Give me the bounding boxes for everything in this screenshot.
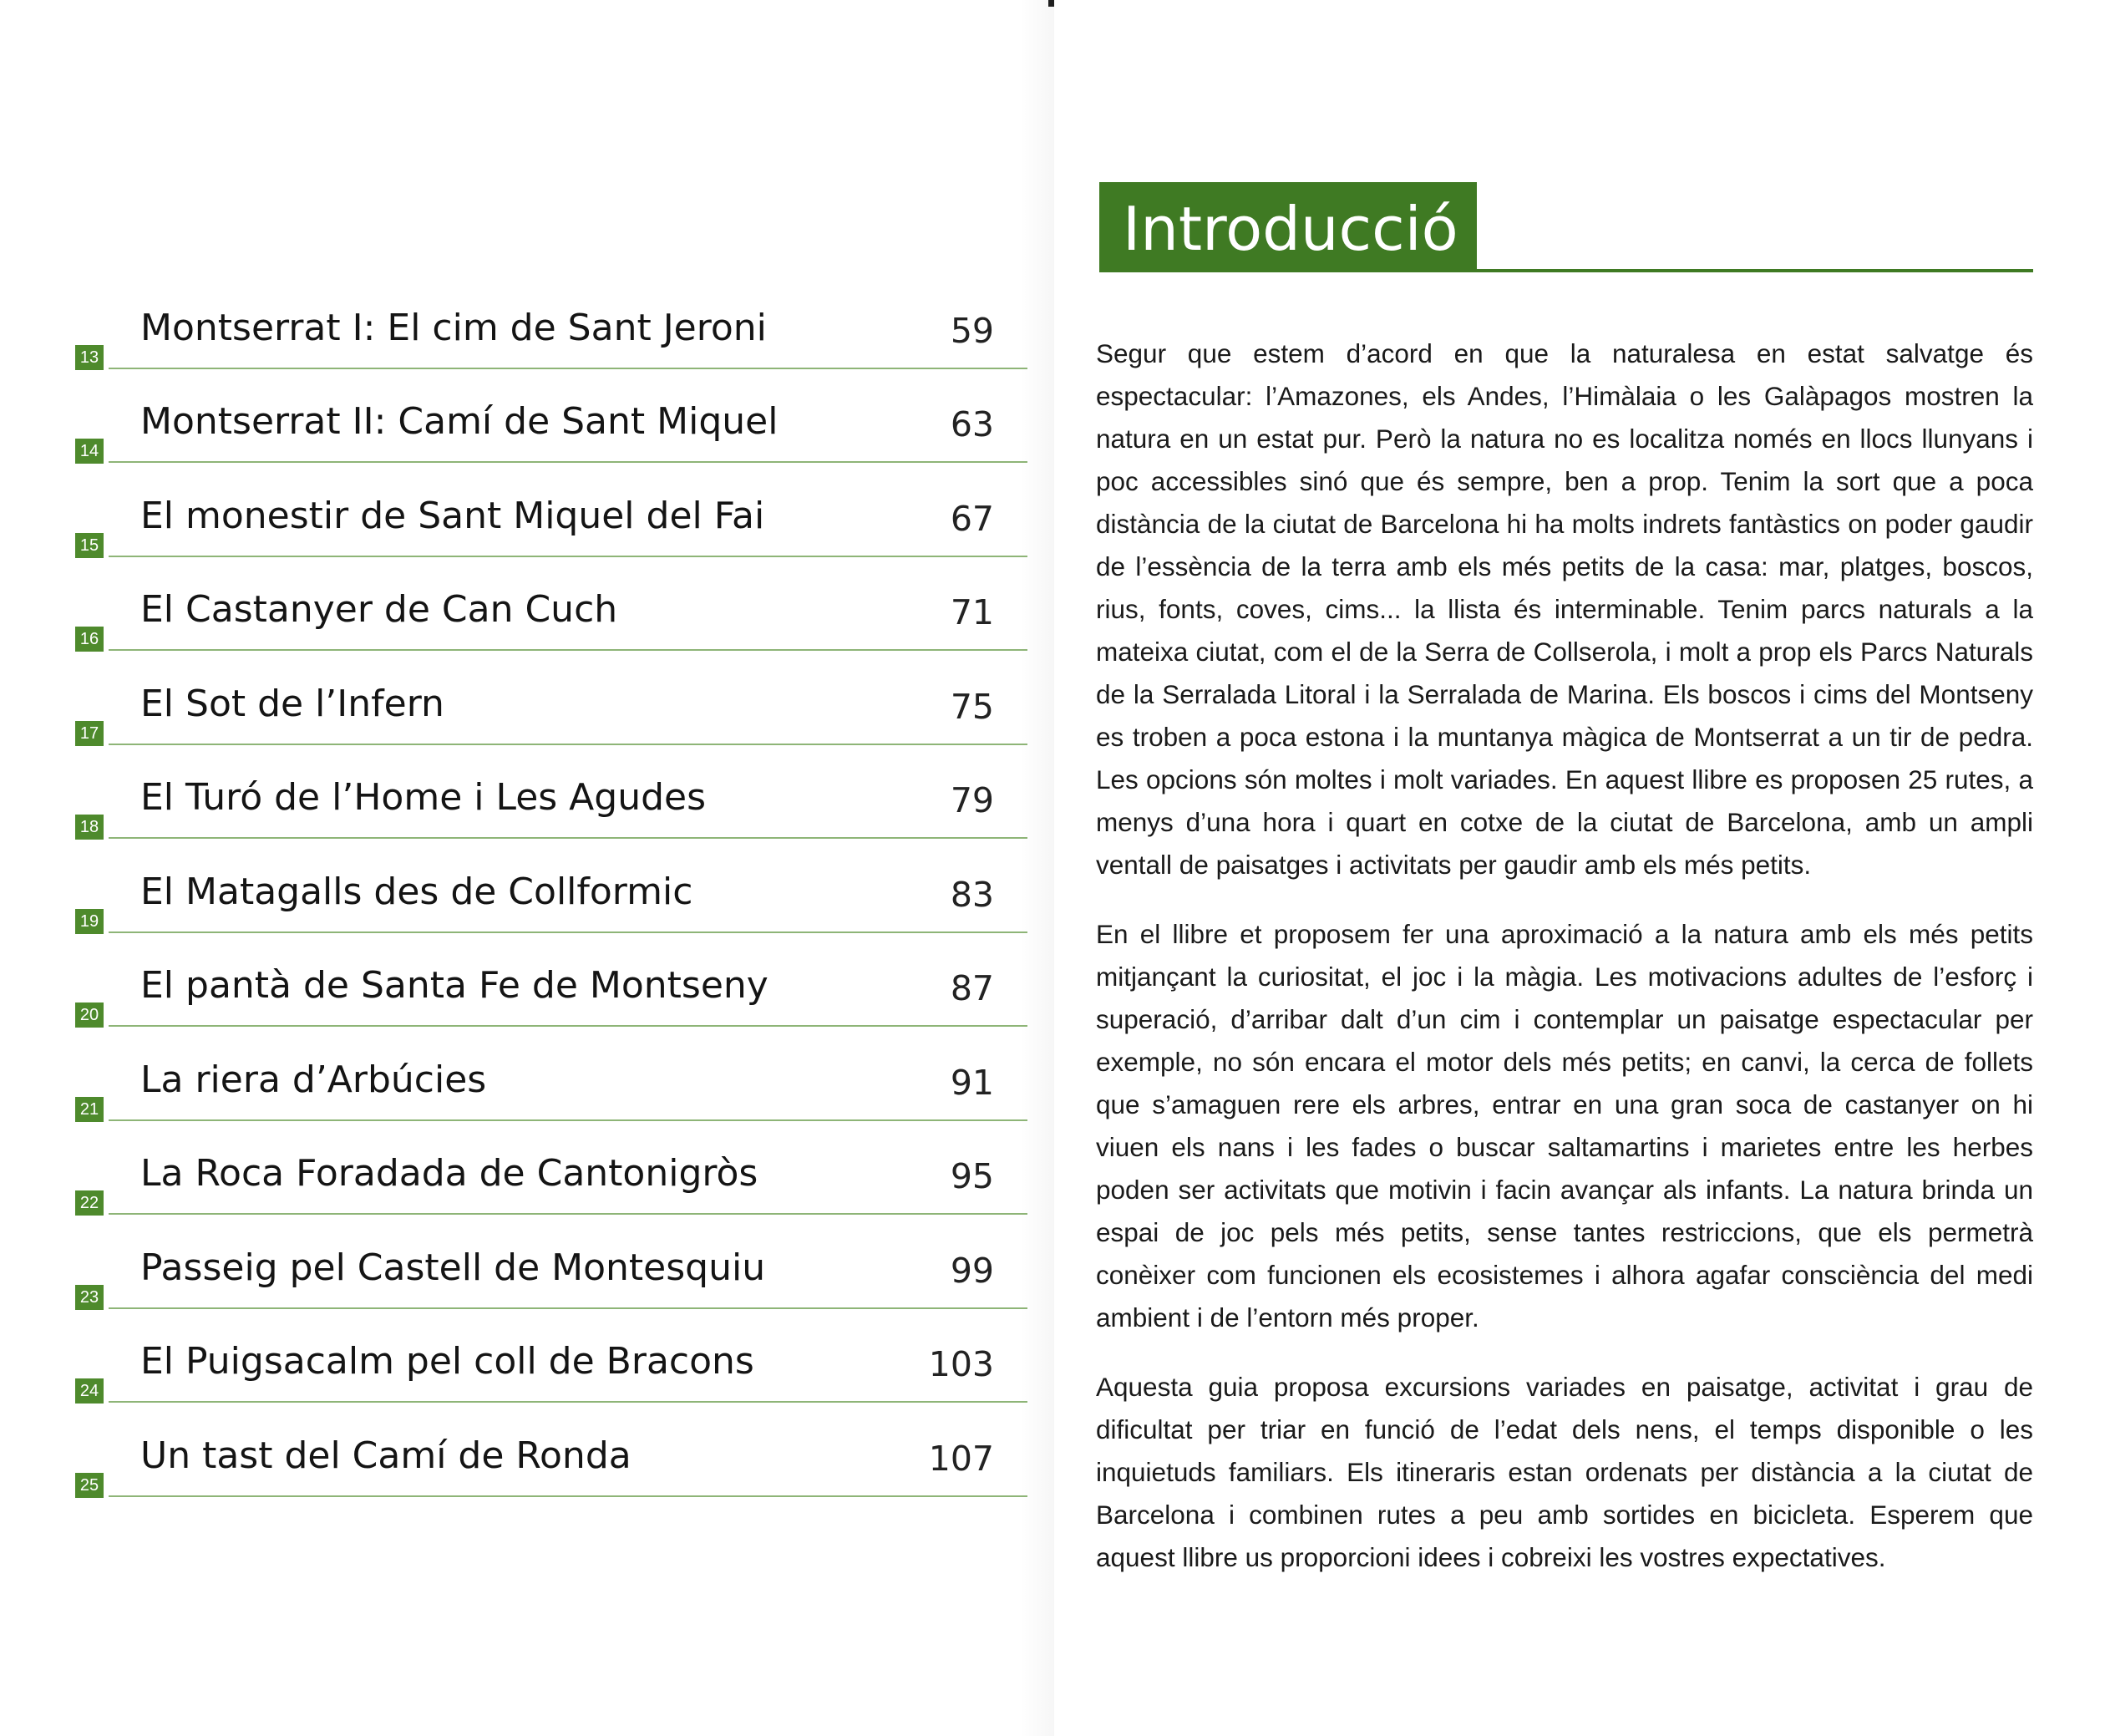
toc-entry-title: El Matagalls des de Collformic bbox=[140, 870, 693, 913]
toc-divider bbox=[109, 1495, 1027, 1497]
toc-entry-page: 67 bbox=[950, 498, 994, 539]
table-of-contents bbox=[75, 276, 1027, 1498]
toc-divider bbox=[109, 837, 1027, 839]
toc-entry[interactable] bbox=[75, 370, 1027, 464]
toc-entry-number: 13 bbox=[75, 345, 104, 370]
toc-entry-page: 95 bbox=[950, 1156, 994, 1196]
toc-entry-page: 83 bbox=[950, 874, 994, 915]
toc-entry-title: Montserrat II: Camí de Sant Miquel bbox=[140, 400, 779, 443]
toc-divider bbox=[109, 1213, 1027, 1215]
toc-entry[interactable] bbox=[75, 934, 1027, 1028]
intro-paragraph: Aquesta guia proposa excursions variades en paisatge, activitat i grau de dificultat per triar en funció de l’edat dels nens, el temps disponible o les inquietuds familiars. Els itineraris estan ordenats per distància a la ciutat de Barcelona i combinen rutes a peu amb sortides en bicicleta. Esperem que aquest llibre us proporcioni idees i cobreixi les vostres expectatives. bbox=[1096, 1372, 2033, 1572]
toc-entry-page: 63 bbox=[950, 404, 994, 444]
toc-entry[interactable] bbox=[75, 276, 1027, 370]
toc-entry-number: 17 bbox=[75, 721, 104, 746]
intro-heading-block bbox=[1099, 182, 2033, 274]
toc-divider bbox=[109, 744, 1027, 745]
toc-entry-number: 24 bbox=[75, 1378, 104, 1404]
toc-divider bbox=[109, 931, 1027, 933]
toc-entry-number: 14 bbox=[75, 439, 104, 464]
toc-entry-number: 19 bbox=[75, 909, 104, 934]
toc-entry-title: El monestir de Sant Miquel del Fai bbox=[140, 494, 765, 537]
intro-heading: Introducció bbox=[1123, 194, 1458, 264]
toc-entry-page: 71 bbox=[950, 592, 994, 632]
toc-entry-title: El pantà de Santa Fe de Montseny bbox=[140, 964, 768, 1007]
toc-entry-title: La riera d’Arbúcies bbox=[140, 1058, 487, 1101]
toc-divider bbox=[109, 368, 1027, 369]
toc-entry[interactable] bbox=[75, 746, 1027, 840]
toc-entry-title: Un tast del Camí de Ronda bbox=[140, 1434, 632, 1477]
toc-entry-page: 99 bbox=[950, 1250, 994, 1291]
intro-paragraph: En el llibre et proposem fer una aproximació a la natura amb els més petits mitjançant la curiositat, el joc i la màgia. Les motivacions adultes de l’esforç i superació, d’arribar dalt d’un cim i contemplar un paisatge espectacular per exemple, no són encara el motor dels més petits; en canvi, la cerca de follets que s’amaguen rere els arbres, entrar en una gran soca de castanyer on hi viuen els nans i les fades o buscar saltamartins i marietes entre les herbes poden ser activitats que motivin i facin avançar als infants. La natura brinda un espai de joc pels més petits, sense tantes restriccions, que els permetrà conèixer com funcionen els ecosistemes i alhora agafar consciència del medi ambient i de l’entorn més proper. bbox=[1096, 919, 2033, 1332]
toc-entry-number: 22 bbox=[75, 1190, 104, 1216]
toc-entry[interactable] bbox=[75, 1310, 1027, 1404]
toc-entry[interactable] bbox=[75, 652, 1027, 746]
intro-heading-rule bbox=[1477, 269, 2033, 272]
toc-entry-title: Montserrat I: El cim de Sant Jeroni bbox=[140, 306, 767, 349]
toc-entry-title: El Turó de l’Home i Les Agudes bbox=[140, 776, 707, 819]
toc-entry-number: 18 bbox=[75, 815, 104, 840]
toc-entry-title: El Puigsacalm pel coll de Bracons bbox=[140, 1340, 754, 1383]
toc-entry-number: 15 bbox=[75, 533, 104, 558]
toc-entry-page: 59 bbox=[950, 310, 994, 351]
toc-entry-page: 75 bbox=[950, 686, 994, 727]
toc-entry-page: 87 bbox=[950, 968, 994, 1008]
toc-divider bbox=[109, 649, 1027, 651]
toc-divider bbox=[109, 1119, 1027, 1121]
toc-divider bbox=[109, 1025, 1027, 1027]
intro-body bbox=[1096, 332, 2033, 1606]
toc-divider bbox=[109, 556, 1027, 557]
toc-entry-number: 16 bbox=[75, 627, 104, 652]
toc-entry[interactable] bbox=[75, 1122, 1027, 1216]
toc-entry[interactable] bbox=[75, 1216, 1027, 1310]
toc-entry-page: 91 bbox=[950, 1062, 994, 1103]
toc-entry-title: La Roca Foradada de Cantonigròs bbox=[140, 1152, 758, 1195]
toc-divider bbox=[109, 461, 1027, 463]
toc-entry-page: 103 bbox=[928, 1344, 994, 1384]
toc-entry-page: 79 bbox=[950, 780, 994, 820]
toc-entry-number: 23 bbox=[75, 1285, 104, 1310]
toc-entry[interactable] bbox=[75, 464, 1027, 558]
intro-paragraph: Segur que estem d’acord en que la naturalesa en estat salvatge és espectacular: l’Amazones, els Andes, l’Himàlaia o les Galàpagos mostren la natura en un estat pur. Però la natura no es localitza només en llocs llunyans i poc accessibles sinó que és sempre, ben a prop. Tenim la sort que a poca distància de la ciutat de Barcelona hi ha molts indrets fantàstics on poder gaudir de l’essència de la terra amb els més petits de la casa: mar, platges, boscos, rius, fonts, coves, cims... la llista és interminable. Tenim parcs naturals a la mateixa ciutat, com el de la Serra de Collserola, i molt a prop els Parcs Naturals de la Serralada Litoral i la Serralada de Marina. Els boscos i cims del Montseny es troben a poca estona i la muntanya màgica de Montserrat a un tir de pedra. Les opcions són moltes i molt variades. En aquest llibre es proposen 25 rutes, a menys d’una hora i quart en cotxe de la ciutat de Barcelona, amb un ampli ventall de paisatges i activitats per gaudir amb els més petits. bbox=[1096, 338, 2033, 880]
toc-entry-page: 107 bbox=[928, 1438, 994, 1479]
toc-entry[interactable] bbox=[75, 840, 1027, 934]
toc-entry[interactable] bbox=[75, 558, 1027, 652]
toc-entry[interactable] bbox=[75, 1404, 1027, 1498]
toc-entry-number: 21 bbox=[75, 1097, 104, 1122]
toc-entry-number: 25 bbox=[75, 1473, 104, 1498]
toc-entry-number: 20 bbox=[75, 1003, 104, 1028]
toc-divider bbox=[109, 1401, 1027, 1403]
toc-divider bbox=[109, 1307, 1027, 1309]
toc-entry-title: El Sot de l’Infern bbox=[140, 682, 444, 725]
toc-entry-title: El Castanyer de Can Cuch bbox=[140, 588, 618, 631]
toc-entry-title: Passeig pel Castell de Montesquiu bbox=[140, 1246, 766, 1289]
toc-entry[interactable] bbox=[75, 1028, 1027, 1122]
